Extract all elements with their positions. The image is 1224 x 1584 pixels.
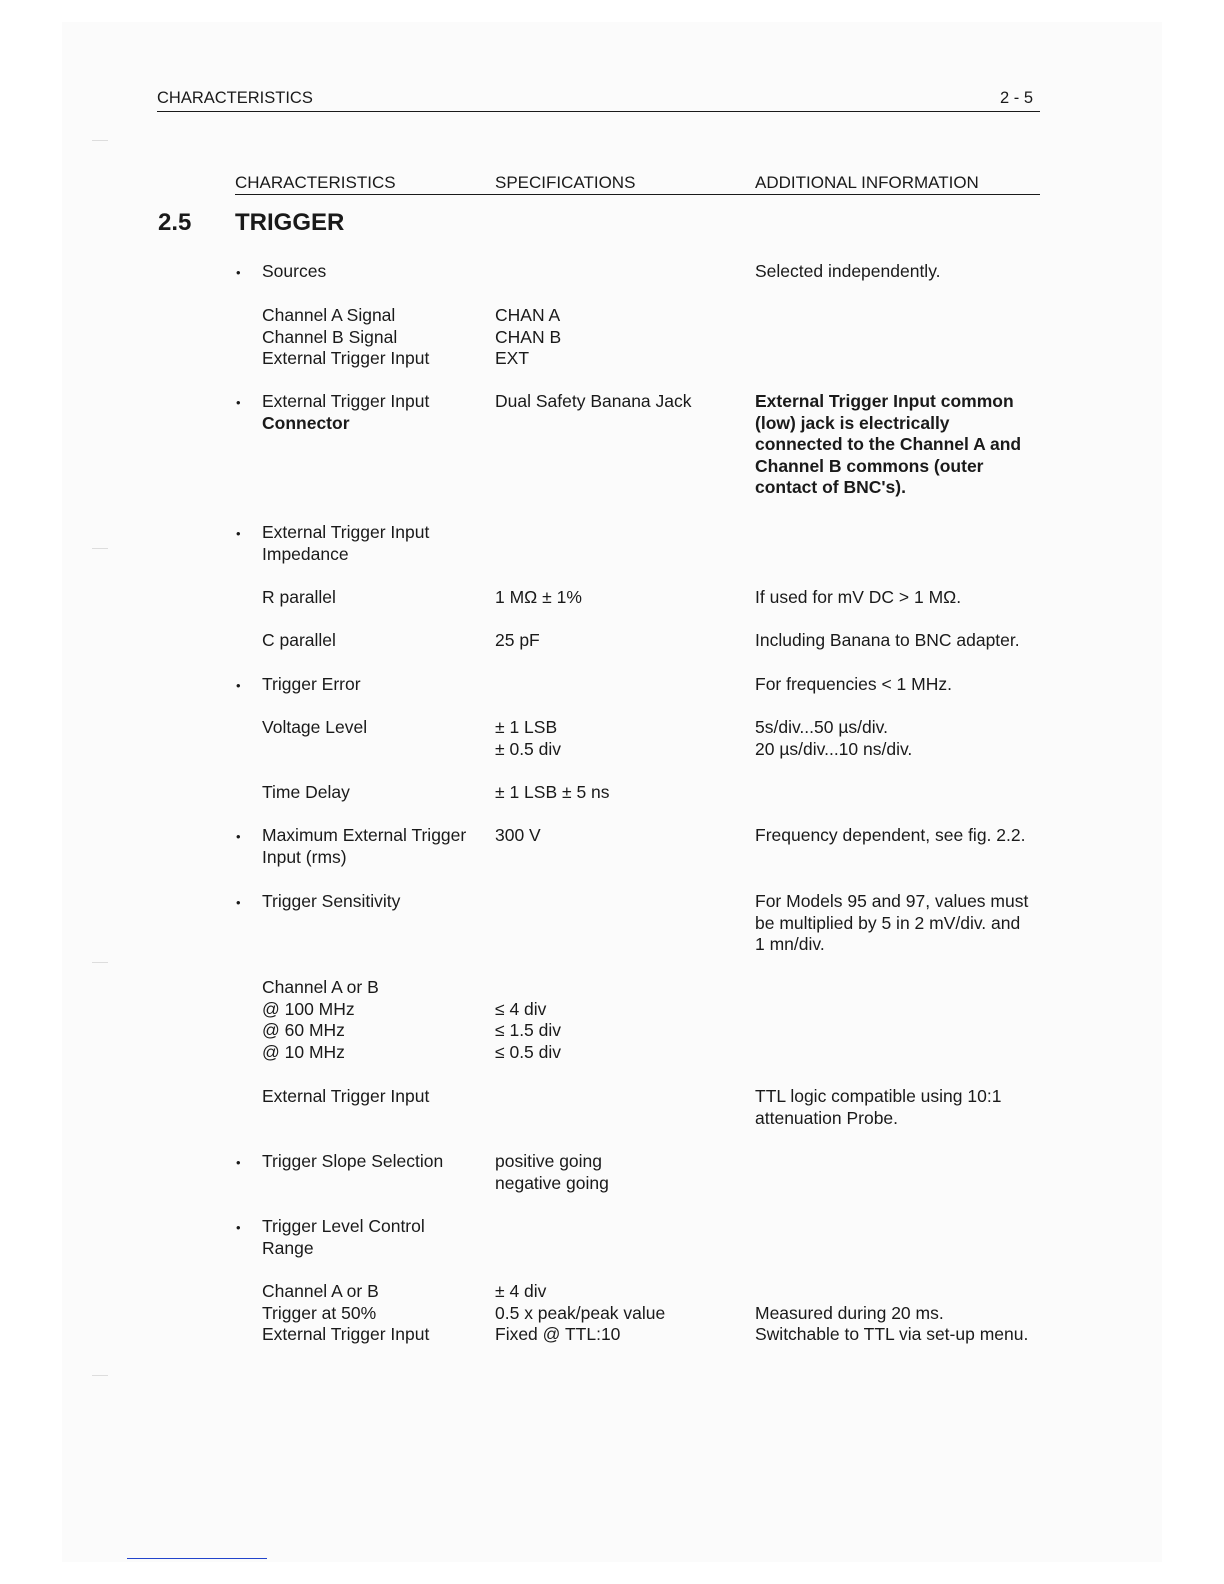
- column-header-characteristics: CHARACTERISTICS: [235, 173, 396, 192]
- scan-mark: [92, 548, 108, 549]
- trigger-sensitivity-label: Trigger Sensitivity: [262, 891, 401, 911]
- ext-connector-label-bold: Connector: [262, 412, 350, 433]
- voltage-level-spec: ± 1 LSB: [495, 717, 558, 737]
- level-row-spec: Fixed @ TTL:10: [495, 1324, 621, 1344]
- bullet-icon: •: [236, 265, 241, 280]
- scan-mark: [92, 1375, 108, 1376]
- sources-info: Selected independently.: [755, 261, 941, 281]
- ext-impedance-label: External Trigger Input: [262, 522, 430, 542]
- r-parallel-info: If used for mV DC > 1 MΩ.: [755, 587, 962, 607]
- sensitivity-ext-info: TTL logic compatible using 10:1: [755, 1086, 1002, 1106]
- footer-link-rule: [127, 1558, 267, 1559]
- time-delay-label: Time Delay: [262, 782, 350, 802]
- column-header-rule: [235, 194, 1040, 195]
- c-parallel-spec: 25 pF: [495, 630, 540, 650]
- page-number: 2 - 5: [1000, 89, 1034, 107]
- column-header-specifications: SPECIFICATIONS: [495, 173, 636, 192]
- scan-mark: [92, 962, 108, 963]
- max-ext-trigger-label: Maximum External Trigger: [262, 825, 467, 845]
- bullet-icon: •: [236, 395, 241, 410]
- source-row-label: External Trigger Input: [262, 348, 430, 368]
- ext-connector-info-line: External Trigger Input common: [755, 391, 1014, 411]
- time-delay-spec: ± 1 LSB ± 5 ns: [495, 782, 610, 802]
- max-ext-trigger-info: Frequency dependent, see fig. 2.2.: [755, 825, 1026, 845]
- sensitivity-ext-label: External Trigger Input: [262, 1086, 430, 1106]
- ext-connector-info-line: (low) jack is electrically: [755, 412, 950, 433]
- sensitivity-frequency-label: @ 10 MHz: [262, 1041, 345, 1062]
- ext-connector-info-line: contact of BNC's).: [755, 477, 906, 497]
- bullet-icon: •: [236, 895, 241, 910]
- level-row-info: Switchable to TTL via set-up menu.: [755, 1324, 1029, 1344]
- sources-label: Sources: [262, 261, 327, 281]
- max-ext-trigger-spec: 300 V: [495, 825, 541, 845]
- bullet-icon: •: [236, 829, 241, 844]
- ext-impedance-label: Impedance: [262, 543, 349, 564]
- scan-mark: [92, 140, 108, 141]
- column-header-additional-info: ADDITIONAL INFORMATION: [755, 173, 979, 192]
- bullet-icon: •: [236, 1220, 241, 1235]
- trigger-level-label: Range: [262, 1237, 314, 1258]
- source-row-label: Channel B Signal: [262, 326, 398, 347]
- c-parallel-label: C parallel: [262, 630, 336, 650]
- c-parallel-info: Including Banana to BNC adapter.: [755, 630, 1020, 650]
- trigger-sensitivity-info: be multiplied by 5 in 2 mV/div. and: [755, 912, 1021, 933]
- source-row-spec: EXT: [495, 348, 530, 368]
- bullet-icon: •: [236, 1155, 241, 1170]
- header-rule: [157, 111, 1040, 112]
- level-row-label: Channel A or B: [262, 1281, 379, 1301]
- level-row-label: Trigger at 50%: [262, 1302, 377, 1323]
- max-ext-trigger-label: Input (rms): [262, 846, 347, 867]
- voltage-level-info: 20 µs/div...10 ns/div.: [755, 738, 913, 759]
- trigger-level-label: Trigger Level Control: [262, 1216, 425, 1236]
- sensitivity-frequency-label: @ 60 MHz: [262, 1020, 345, 1040]
- running-header-title: CHARACTERISTICS: [157, 89, 313, 107]
- sensitivity-spec: ≤ 1.5 div: [495, 1020, 562, 1040]
- sensitivity-frequency-label: @ 100 MHz: [262, 998, 355, 1019]
- bullet-icon: •: [236, 526, 241, 541]
- r-parallel-spec: 1 MΩ ± 1%: [495, 587, 582, 607]
- level-row-label: External Trigger Input: [262, 1324, 430, 1344]
- ext-connector-spec: Dual Safety Banana Jack: [495, 391, 692, 411]
- sensitivity-ext-info: attenuation Probe.: [755, 1107, 899, 1128]
- ext-connector-label: External Trigger Input: [262, 391, 430, 411]
- sensitivity-spec: ≤ 0.5 div: [495, 1041, 562, 1062]
- sensitivity-channel-label: Channel A or B: [262, 977, 379, 997]
- trigger-slope-label: Trigger Slope Selection: [262, 1151, 444, 1171]
- voltage-level-label: Voltage Level: [262, 717, 368, 737]
- level-row-spec: 0.5 x peak/peak value: [495, 1302, 666, 1323]
- level-row-spec: ± 4 div: [495, 1281, 547, 1301]
- trigger-slope-spec: negative going: [495, 1172, 609, 1193]
- section-title: TRIGGER: [235, 209, 345, 236]
- voltage-level-spec: ± 0.5 div: [495, 738, 562, 759]
- trigger-error-label: Trigger Error: [262, 674, 361, 694]
- trigger-sensitivity-info: 1 mn/div.: [755, 934, 825, 954]
- ext-connector-info-line: connected to the Channel A and: [755, 434, 1022, 454]
- ext-connector-info-line: Channel B commons (outer: [755, 455, 984, 476]
- trigger-error-info: For frequencies < 1 MHz.: [755, 674, 952, 694]
- section-number: 2.5: [158, 209, 192, 236]
- bullet-icon: •: [236, 678, 241, 693]
- trigger-sensitivity-info: For Models 95 and 97, values must: [755, 891, 1029, 911]
- level-row-info: Measured during 20 ms.: [755, 1302, 944, 1323]
- sensitivity-spec: ≤ 4 div: [495, 998, 547, 1019]
- source-row-spec: CHAN A: [495, 305, 561, 325]
- r-parallel-label: R parallel: [262, 587, 336, 607]
- voltage-level-info: 5s/div...50 µs/div.: [755, 717, 888, 737]
- trigger-slope-spec: positive going: [495, 1151, 603, 1171]
- source-row-label: Channel A Signal: [262, 305, 396, 325]
- source-row-spec: CHAN B: [495, 326, 562, 347]
